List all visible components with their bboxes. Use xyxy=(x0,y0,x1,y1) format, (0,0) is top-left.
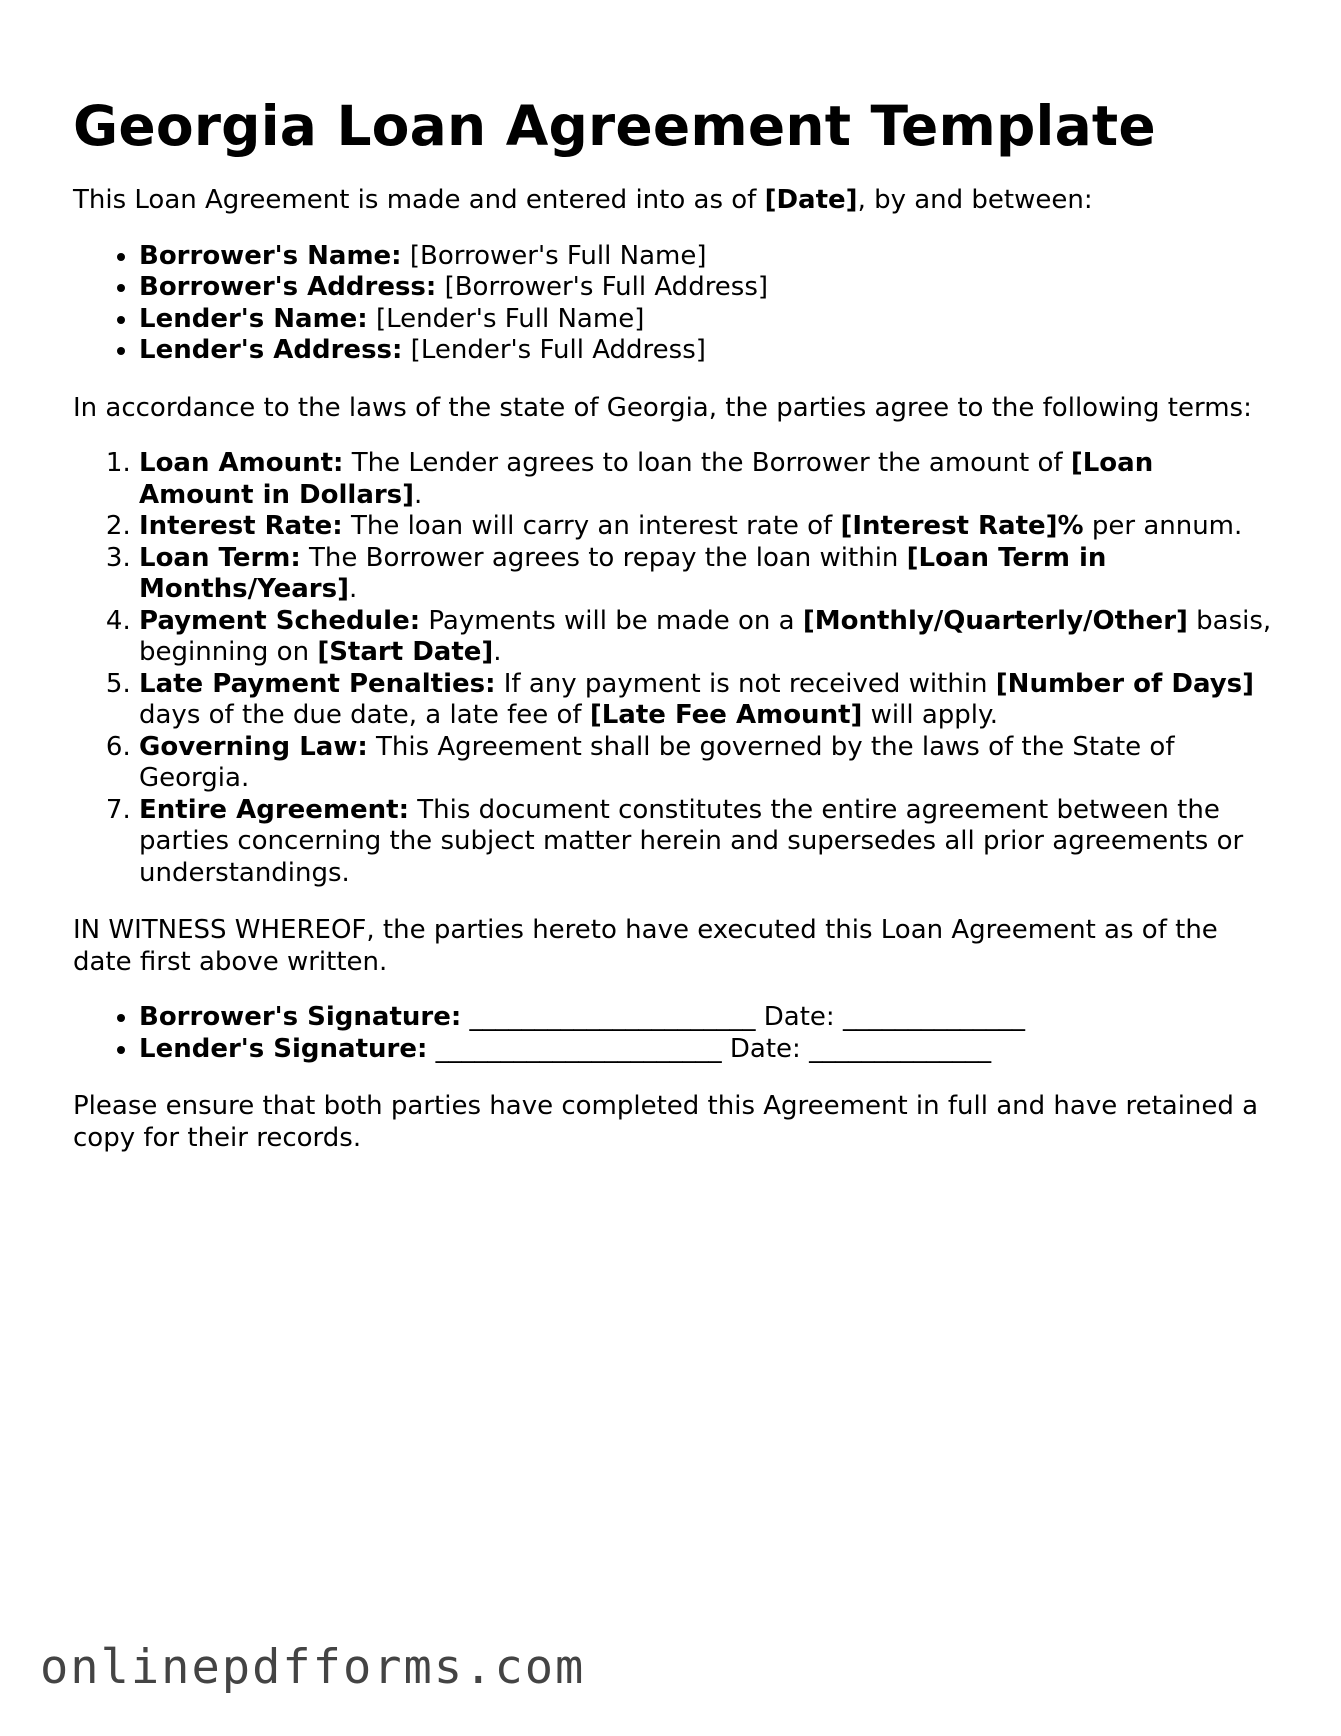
term-loan-amount xyxy=(139,448,1273,511)
term-text: Payments will be made on a xyxy=(420,605,803,636)
intro-text: This Loan Agreement is made and entered into as of xyxy=(73,185,765,215)
term-text: This document constitutes the entire agreement between the parties concerning the subject matter herein and supersedes all prior agreements or understandings. xyxy=(139,794,1244,888)
term-placeholder: [Interest Rate]% xyxy=(840,511,1084,541)
term-label: Late Payment Penalties: xyxy=(139,668,496,699)
parties-list xyxy=(73,241,1273,367)
witness-paragraph: IN WITNESS WHEREOF, the parties hereto have executed this Loan Agreement as of the date first above written. xyxy=(73,915,1218,977)
term-late-payment xyxy=(139,669,1273,732)
term-label: Governing Law: xyxy=(139,731,368,762)
document-page xyxy=(73,88,1273,1154)
term-text: This Agreement shall be governed by the laws of the State of Georgia. xyxy=(139,731,1175,793)
term-text: will apply. xyxy=(862,700,998,730)
party-value: [Lender's Full Name] xyxy=(367,303,645,334)
party-value: [Borrower's Full Address] xyxy=(436,272,769,302)
party-value: [Borrower's Full Name] xyxy=(401,240,707,271)
term-text: days of the due date, a late fee of xyxy=(139,700,590,730)
term-text: . xyxy=(348,574,358,604)
term-placeholder: [Start Date] xyxy=(317,637,494,667)
term-text: . xyxy=(414,479,423,510)
signatures-list xyxy=(73,1002,1273,1065)
term-payment-schedule xyxy=(139,606,1273,669)
signature-line: ______________________ Date: ______________ xyxy=(427,1033,992,1064)
term-placeholder: [Monthly/Quarterly/Other] xyxy=(802,605,1188,636)
term-text: The Lender agrees to loan the Borrower the amount of xyxy=(343,448,1071,478)
intro-date-placeholder: [Date] xyxy=(764,185,858,215)
party-label: Lender's Name: xyxy=(139,303,368,334)
intro-text-end: , by and between: xyxy=(857,185,1093,215)
term-text: basis, beginning on xyxy=(139,605,1272,667)
term-label: Entire Agreement: xyxy=(139,794,410,825)
party-label: Borrower's Address: xyxy=(139,272,437,302)
term-text: If any payment is not received within xyxy=(495,668,996,699)
party-label: Borrower's Name: xyxy=(139,240,402,271)
term-placeholder: [Loan Amount in Dollars] xyxy=(139,448,1154,510)
signature-lender xyxy=(139,1034,1273,1066)
list-item xyxy=(139,335,1273,367)
watermark: onlinepdfforms.com xyxy=(40,1640,586,1695)
term-label: Loan Amount: xyxy=(139,448,344,478)
list-item xyxy=(139,241,1273,273)
term-interest-rate xyxy=(139,511,1273,543)
term-placeholder: [Number of Days] xyxy=(995,668,1255,699)
term-label: Payment Schedule: xyxy=(139,605,421,636)
term-label: Interest Rate: xyxy=(139,511,343,541)
term-placeholder: [Late Fee Amount] xyxy=(589,700,863,730)
list-item xyxy=(139,304,1273,336)
term-text: . xyxy=(493,637,502,667)
intro-paragraph xyxy=(73,185,1273,217)
party-label: Lender's Address: xyxy=(139,335,403,365)
term-text: The loan will carry an interest rate of xyxy=(342,511,841,541)
closing-paragraph: Please ensure that both parties have completed this Agreement in full and have retained a copy for their records. xyxy=(73,1091,1259,1153)
term-governing-law xyxy=(139,732,1273,795)
term-label: Loan Term: xyxy=(139,542,301,573)
term-placeholder: [Loan Term in Months/Years] xyxy=(139,542,1107,604)
party-value: [Lender's Full Address] xyxy=(402,335,706,365)
term-text: The Borrower agrees to repay the loan within xyxy=(300,542,907,573)
signature-borrower xyxy=(139,1002,1273,1034)
terms-intro: In accordance to the laws of the state of Georgia, the parties agree to the following terms: xyxy=(73,392,1252,423)
list-item xyxy=(139,272,1273,304)
signature-label: Lender's Signature: xyxy=(139,1033,428,1064)
signature-line: ______________________ Date: ______________ xyxy=(461,1002,1025,1032)
term-entire-agreement xyxy=(139,795,1273,890)
terms-list xyxy=(73,448,1273,889)
signature-label: Borrower's Signature: xyxy=(139,1002,462,1032)
page-title: Georgia Loan Agreement Template xyxy=(73,94,1156,158)
term-loan-term xyxy=(139,543,1273,606)
term-text: per annum. xyxy=(1083,511,1243,541)
